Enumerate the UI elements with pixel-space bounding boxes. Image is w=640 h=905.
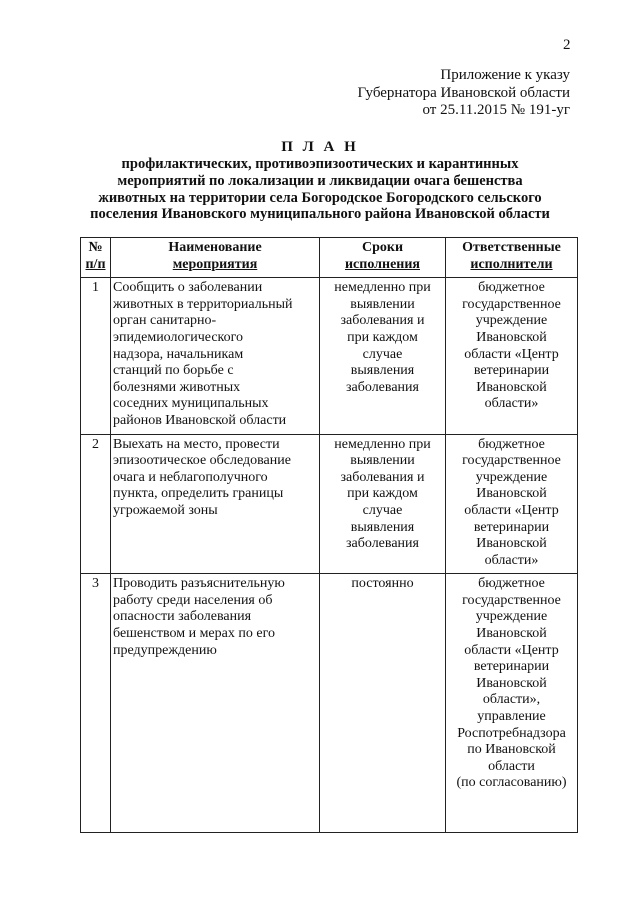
cell-line: государственное bbox=[462, 453, 561, 469]
deadline-cell bbox=[320, 434, 446, 574]
cell-line: бюджетное bbox=[478, 436, 545, 452]
appendix-line: Губернатора Ивановской области bbox=[357, 84, 570, 101]
cell-line: Роспотребнадзора bbox=[457, 725, 566, 741]
cell-line: бюджетное bbox=[478, 280, 545, 296]
deadline-cell bbox=[320, 574, 446, 833]
cell-line: учреждение bbox=[475, 469, 548, 485]
cell-line: заболевания и bbox=[340, 313, 425, 329]
cell-line: Ивановской bbox=[476, 486, 547, 502]
cell-line: немедленно при bbox=[334, 280, 431, 296]
cell-line: Ивановской bbox=[476, 379, 547, 395]
header-text: Сроки bbox=[361, 240, 404, 255]
cell-line: Сообщить о заболевании bbox=[113, 280, 263, 296]
cell-line: учреждение bbox=[475, 313, 548, 329]
header-text: № bbox=[88, 240, 103, 255]
cell-line: ветеринарии bbox=[473, 363, 550, 379]
plan-table bbox=[80, 237, 578, 833]
cell-line: при каждом bbox=[347, 486, 418, 502]
cell-line: ветеринарии bbox=[473, 659, 550, 675]
activity-cell bbox=[111, 574, 320, 833]
cell-line: выявлении bbox=[350, 296, 415, 312]
cell-line: соседних муниципальных bbox=[113, 396, 269, 412]
cell-line: государственное bbox=[462, 592, 561, 608]
deadline-cell bbox=[320, 278, 446, 434]
subtitle-line: профилактических, противоэпизоотических и карантинных bbox=[121, 156, 519, 172]
cell-line: заболевания bbox=[346, 379, 419, 395]
cell-line: Ивановской bbox=[476, 329, 547, 345]
cell-line: управление bbox=[477, 709, 546, 725]
cell-line: области» bbox=[484, 552, 539, 568]
cell-line: районов Ивановской области bbox=[113, 412, 287, 428]
row-number: 3 bbox=[81, 574, 111, 833]
cell-line: случае bbox=[362, 502, 403, 518]
cell-line: орган санитарно- bbox=[113, 313, 217, 329]
cell-line: болезнями животных bbox=[113, 379, 241, 395]
cell-line: области «Центр bbox=[464, 346, 559, 362]
cell-line: Проводить разъяснительную bbox=[113, 576, 285, 592]
appendix-block bbox=[310, 67, 570, 120]
cell-line: случае bbox=[362, 346, 403, 362]
activity-cell bbox=[111, 278, 320, 434]
cell-line: выявления bbox=[350, 363, 415, 379]
subtitle-line: животных на территории села Богородское Богородского сельского bbox=[98, 189, 542, 206]
cell-line: Ивановской bbox=[476, 626, 547, 642]
table-row bbox=[81, 278, 578, 434]
cell-line: немедленно при bbox=[334, 436, 431, 452]
cell-line: (по согласованию) bbox=[456, 775, 567, 791]
header-text: исполнители bbox=[470, 256, 553, 272]
cell-line: выявлении bbox=[350, 453, 415, 469]
header-text: п/п bbox=[85, 256, 106, 272]
responsible-cell bbox=[446, 574, 578, 833]
header-term bbox=[320, 238, 446, 278]
table-row bbox=[81, 574, 578, 833]
cell-line: Ивановской bbox=[476, 536, 547, 552]
cell-line: области», bbox=[482, 692, 541, 708]
responsible-cell bbox=[446, 278, 578, 434]
header-text: Ответственные bbox=[462, 240, 561, 255]
header-resp bbox=[446, 238, 578, 278]
page-number: 2 bbox=[563, 37, 571, 53]
cell-line: эпидемиологического bbox=[113, 329, 244, 345]
cell-line: области bbox=[488, 758, 535, 774]
cell-line: заболевания и bbox=[340, 469, 425, 485]
cell-line: области «Центр bbox=[464, 502, 559, 518]
document-title: П Л А Н bbox=[281, 139, 359, 155]
table-row bbox=[81, 434, 578, 574]
table-header-row bbox=[81, 238, 578, 278]
cell-line: учреждение bbox=[475, 609, 548, 625]
cell-line: эпизоотическое обследование bbox=[113, 453, 291, 469]
cell-line: области «Центр bbox=[464, 642, 559, 658]
cell-line: области» bbox=[484, 396, 539, 412]
appendix-line: от 25.11.2015 № 191-уг bbox=[422, 102, 570, 118]
cell-line: бюджетное bbox=[478, 576, 545, 592]
cell-line: работу среди населения об bbox=[113, 592, 273, 608]
header-num bbox=[81, 238, 111, 278]
header-text: Наименование bbox=[168, 240, 262, 255]
cell-line: государственное bbox=[462, 296, 561, 312]
cell-line: бешенством и мерах по его bbox=[113, 626, 275, 642]
cell-line: при каждом bbox=[347, 329, 418, 345]
header-name bbox=[111, 238, 320, 278]
cell-line: пункта, определить границы bbox=[113, 486, 284, 502]
cell-line: выявления bbox=[350, 519, 415, 535]
subtitle-line: мероприятий по локализации и ликвидации очага бешенства bbox=[117, 172, 523, 189]
cell-line: станций по борьбе с bbox=[113, 363, 234, 379]
cell-line: предупреждению bbox=[113, 642, 217, 658]
cell-line: постоянно bbox=[351, 576, 414, 592]
cell-line: опасности заболевания bbox=[113, 609, 252, 625]
cell-line: надзора, начальникам bbox=[113, 346, 244, 362]
appendix-line: Приложение к указу bbox=[440, 67, 570, 83]
document-subtitle bbox=[60, 156, 580, 223]
responsible-cell bbox=[446, 434, 578, 574]
cell-line: заболевания bbox=[346, 536, 419, 552]
cell-line: Ивановской bbox=[476, 675, 547, 691]
cell-line: угрожаемой зоны bbox=[113, 502, 218, 518]
header-text: мероприятия bbox=[172, 256, 258, 272]
cell-line: ветеринарии bbox=[473, 519, 550, 535]
activity-cell bbox=[111, 434, 320, 574]
cell-line: животных в территориальный bbox=[113, 296, 293, 312]
cell-line: очага и неблагополучного bbox=[113, 469, 268, 485]
row-number: 1 bbox=[81, 278, 111, 434]
cell-line: Выехать на место, провести bbox=[113, 436, 280, 452]
header-text: исполнения bbox=[344, 256, 420, 272]
cell-line: по Ивановской bbox=[467, 742, 556, 758]
subtitle-line: поселения Ивановского муниципального района Ивановской области bbox=[90, 206, 550, 223]
row-number: 2 bbox=[81, 434, 111, 574]
